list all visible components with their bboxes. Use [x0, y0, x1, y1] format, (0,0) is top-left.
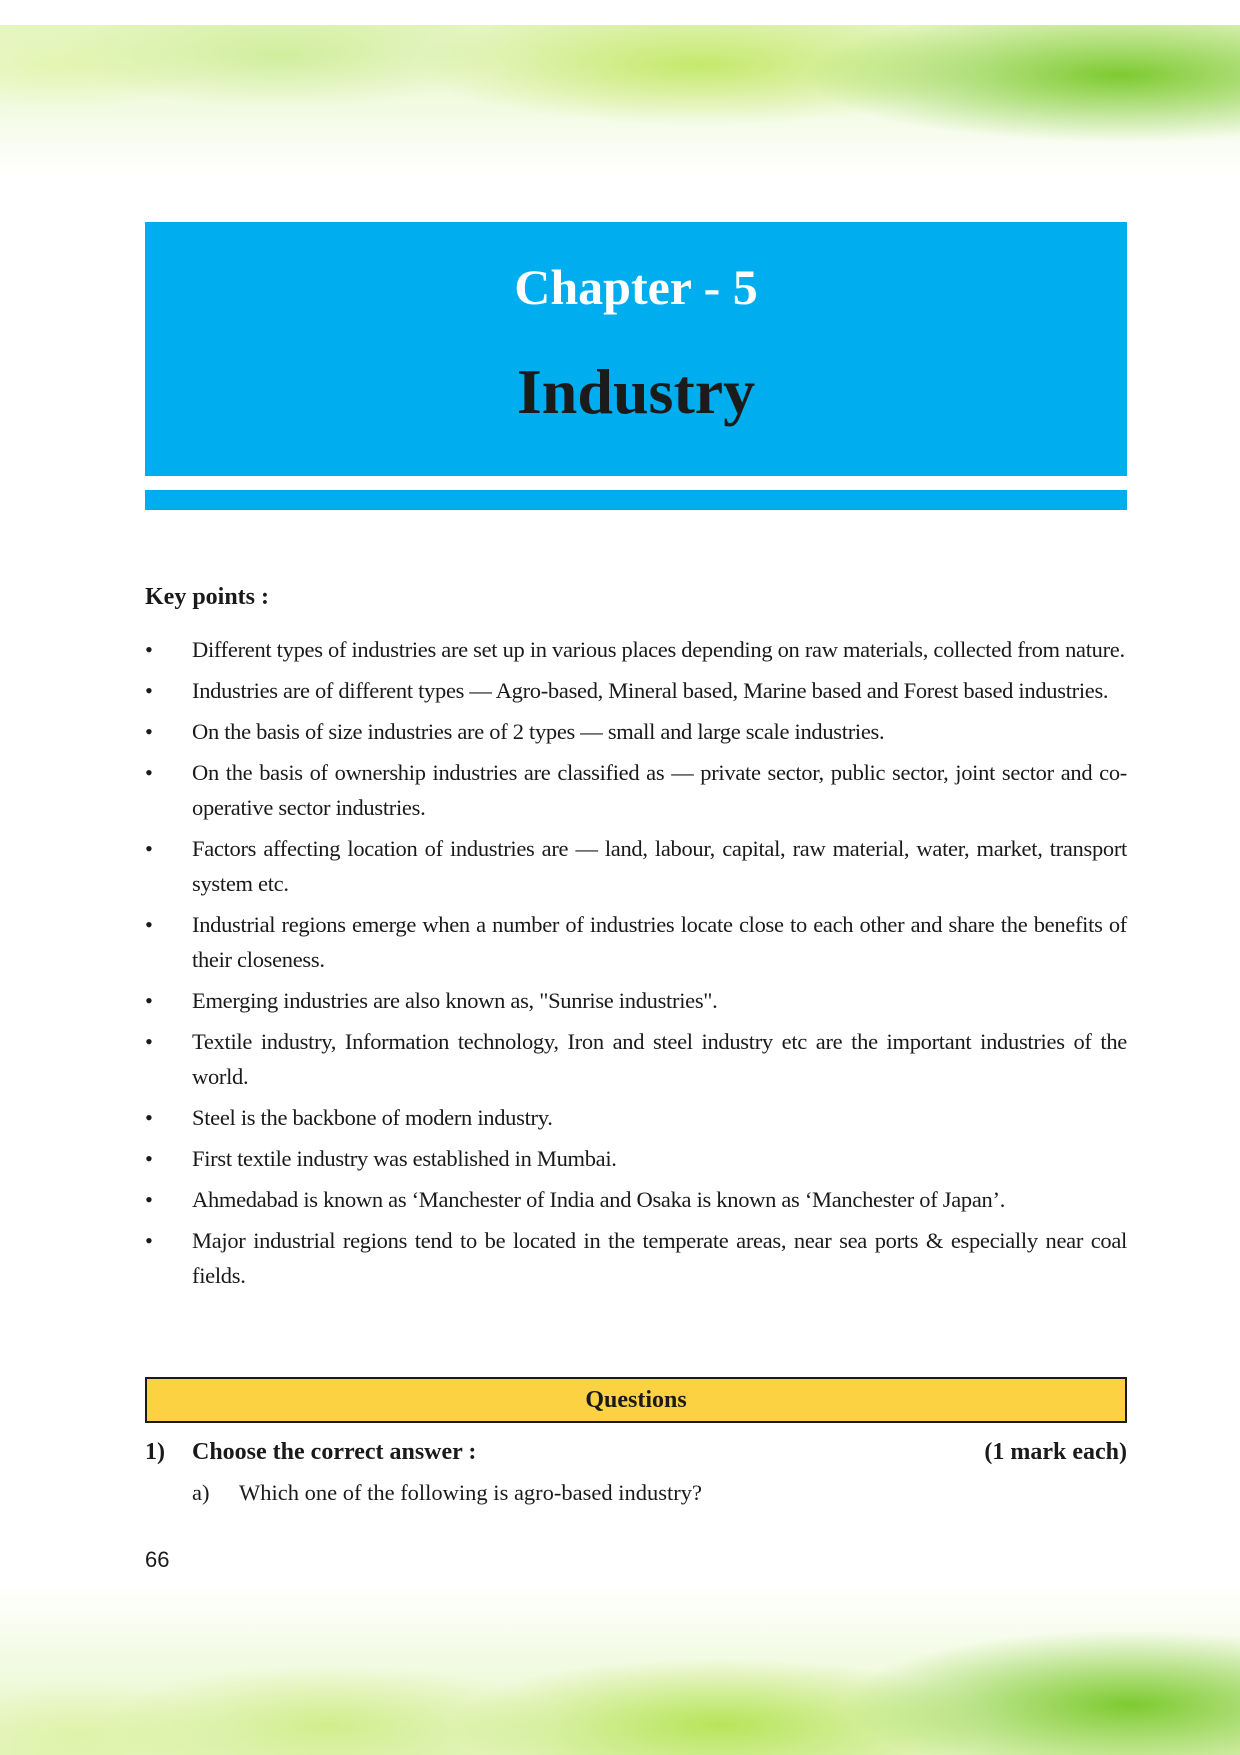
bullet-icon: • — [145, 719, 153, 744]
question-number: 1) — [145, 1439, 165, 1465]
bullet-icon: • — [145, 1187, 153, 1212]
chapter-title: Industry — [516, 356, 756, 427]
bullet-icon: • — [145, 836, 153, 861]
bullet-icon: • — [145, 1228, 153, 1253]
key-point-item — [145, 1223, 1127, 1293]
key-point-item — [145, 1141, 1127, 1176]
decorative-banner-bottom — [0, 1585, 1240, 1755]
key-point-item — [145, 983, 1127, 1018]
sub-question-letter: a) — [192, 1480, 210, 1505]
key-point-text: First textile industry was established in Mumbai. — [192, 1146, 617, 1171]
key-point-text: Major industrial regions tend to be located in the temperate areas, near sea ports & especially near coal fields. — [192, 1228, 1127, 1288]
bullet-icon: • — [145, 1146, 153, 1171]
key-point-item — [145, 755, 1127, 825]
key-point-item — [145, 1100, 1127, 1135]
key-point-item — [145, 1024, 1127, 1094]
page-number: 66 — [145, 1547, 170, 1572]
chapter-divider-stripe — [145, 490, 1127, 510]
bullet-icon: • — [145, 678, 153, 703]
key-point-text: On the basis of ownership industries are classified as — private sector, public sector, joint sector and co-operative sector industries. — [192, 760, 1127, 820]
key-point-text: Emerging industries are also known as, "Sunrise industries". — [192, 988, 718, 1013]
key-points-list — [145, 632, 1127, 1299]
chapter-header-box — [145, 222, 1127, 476]
key-point-item — [145, 831, 1127, 901]
key-point-text: Industries are of different types — Agro-based, Mineral based, Marine based and Forest based industries. — [192, 678, 1109, 703]
sub-question-text: Which one of the following is agro-based industry? — [239, 1480, 703, 1505]
questions-heading-bar: Questions — [145, 1377, 1127, 1423]
question-marks: (1 mark each) — [984, 1439, 1127, 1465]
key-point-text: Textile industry, Information technology, Iron and steel industry etc are the important industries of the world. — [192, 1029, 1127, 1089]
bullet-icon: • — [145, 760, 153, 785]
key-point-text: On the basis of size industries are of 2 types — small and large scale industries. — [192, 719, 885, 744]
bullet-icon: • — [145, 1105, 153, 1130]
decorative-banner-top — [0, 25, 1240, 175]
key-point-text: Industrial regions emerge when a number of industries locate close to each other and share the benefits of their closeness. — [192, 912, 1127, 972]
key-point-text: Steel is the backbone of modern industry. — [192, 1105, 553, 1130]
bullet-icon: • — [145, 988, 153, 1013]
bullet-icon: • — [145, 1029, 153, 1054]
bullet-icon: • — [145, 912, 153, 937]
key-point-item — [145, 907, 1127, 977]
key-points-heading: Key points : — [145, 584, 270, 610]
key-point-text: Different types of industries are set up in various places depending on raw materials, collected from nature. — [192, 637, 1125, 662]
key-point-item — [145, 632, 1127, 667]
chapter-label: Chapter - 5 — [514, 259, 758, 315]
key-point-text: Ahmedabad is known as ‘Manchester of India and Osaka is known as ‘Manchester of Japan’. — [192, 1187, 1006, 1212]
key-point-item — [145, 1182, 1127, 1217]
key-point-item — [145, 673, 1127, 708]
question-text: Choose the correct answer : — [192, 1439, 477, 1465]
key-point-text: Factors affecting location of industries are — land, labour, capital, raw material, water, market, transport system etc. — [192, 836, 1127, 896]
key-point-item — [145, 714, 1127, 749]
bullet-icon: • — [145, 637, 153, 662]
